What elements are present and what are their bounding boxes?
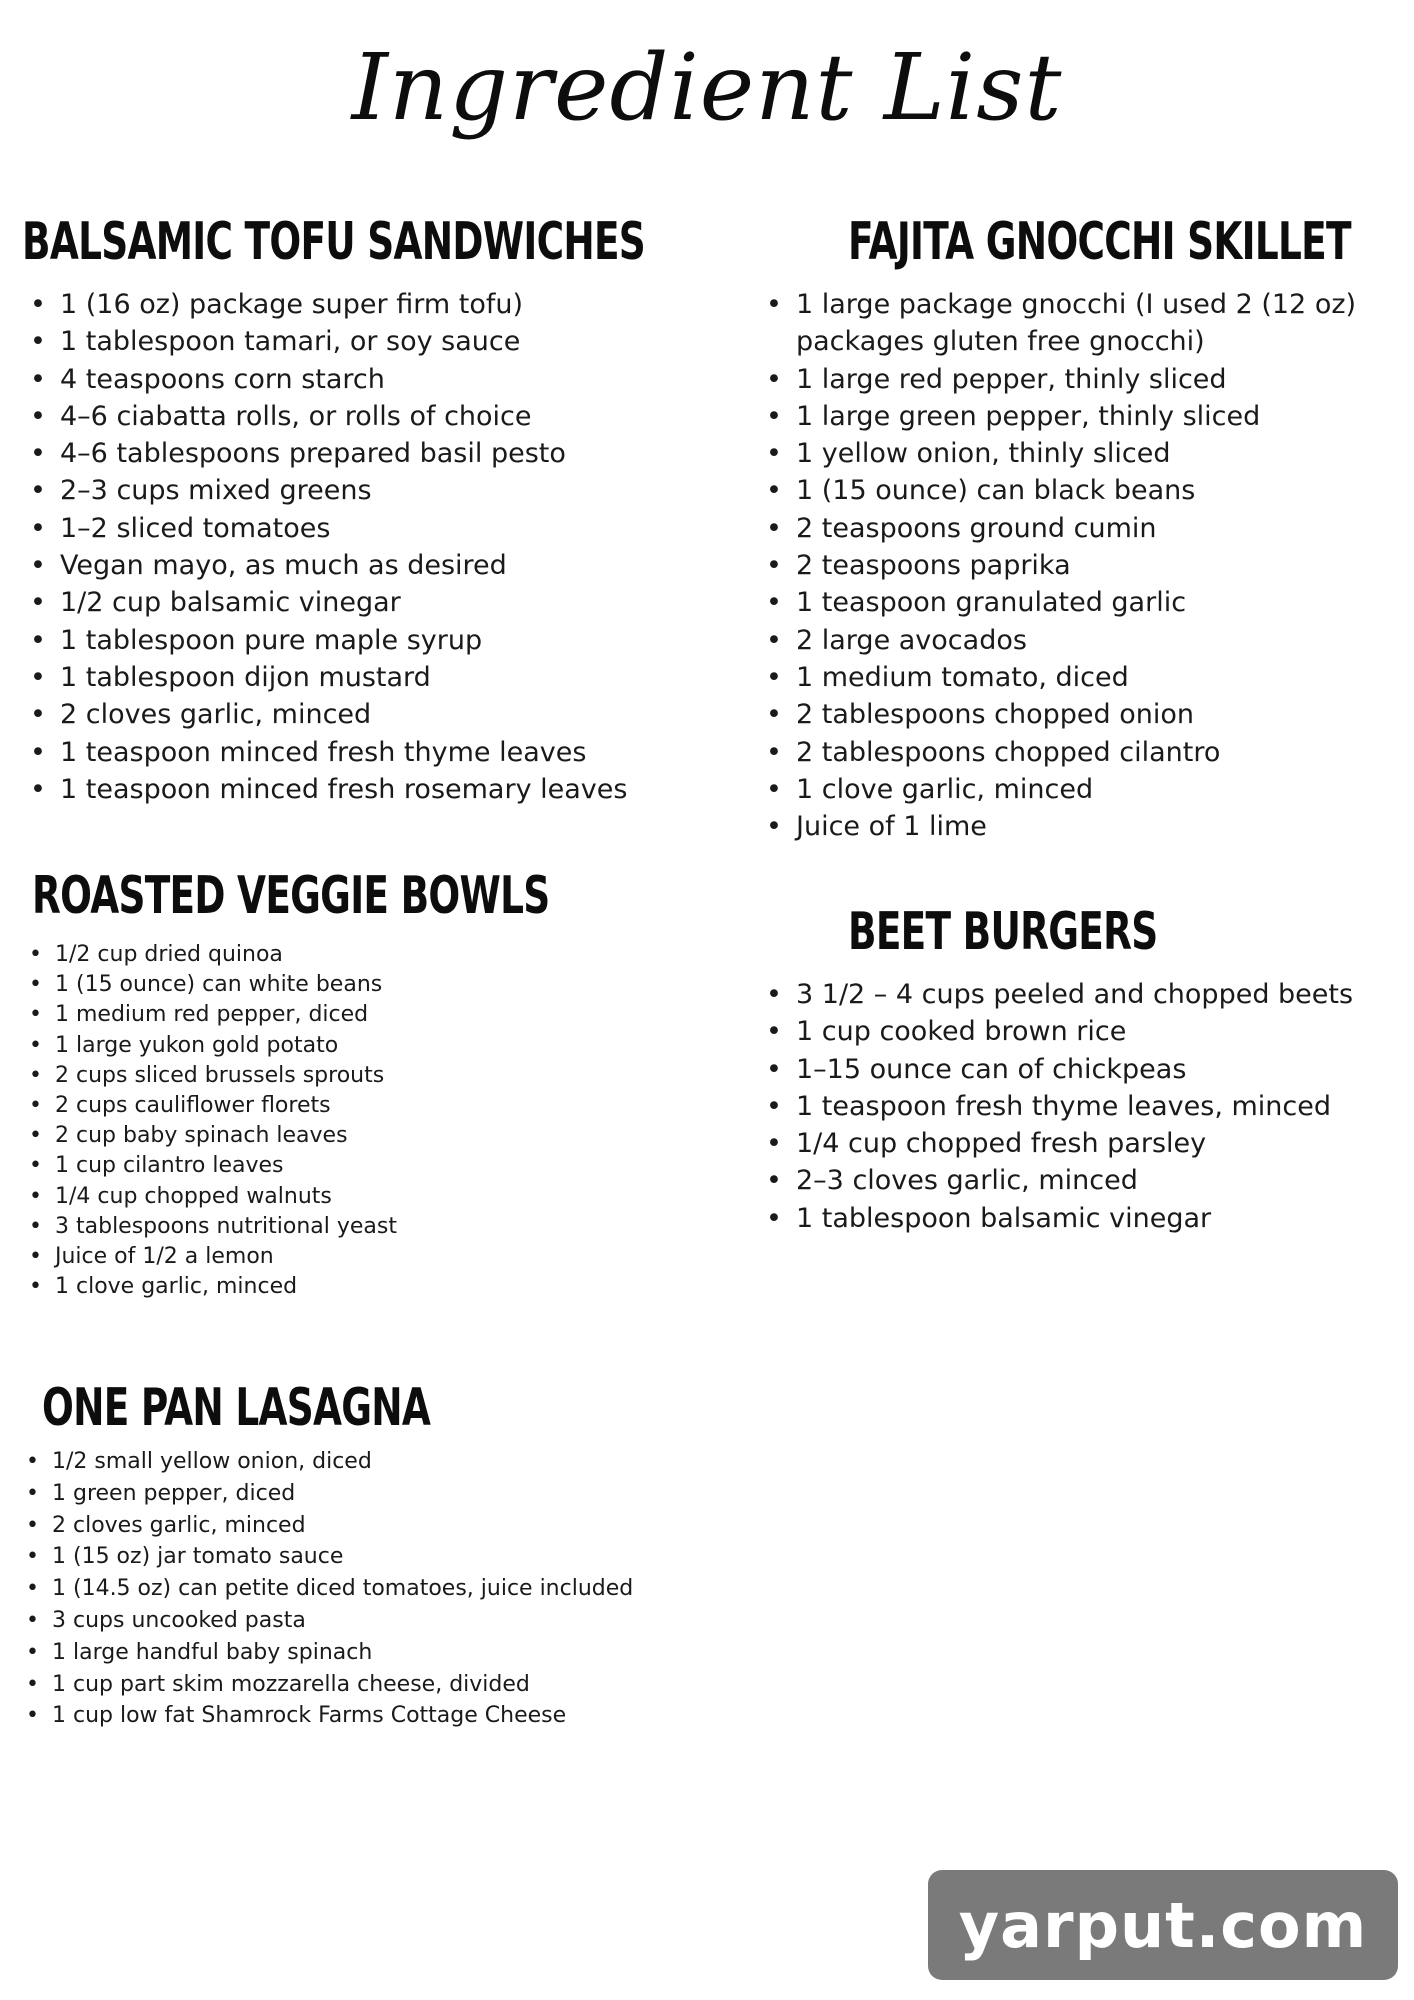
ingredient-text: 1 medium red pepper, diced [55, 1002, 369, 1028]
bullet-icon: • [766, 587, 782, 619]
list-item [29, 1000, 672, 1030]
bullet-icon: • [29, 942, 42, 967]
list-item [766, 1013, 1390, 1050]
list-item [26, 1637, 672, 1669]
list-item [766, 696, 1390, 733]
list-item [30, 398, 672, 435]
list-item [26, 1541, 672, 1573]
ingredient-text: 1 cup cilantro leaves [55, 1153, 284, 1179]
list-item [766, 510, 1390, 547]
ingredient-text: 1 (16 oz) package super firm tofu) [60, 289, 523, 320]
section-heading: FAJITA GNOCCHI SKILLET [848, 212, 1351, 272]
section-one-pan-lasagna [22, 1374, 672, 1732]
bullet-icon: • [26, 1576, 39, 1602]
list-item [30, 659, 672, 696]
bullet-icon: • [766, 400, 782, 432]
list-item [766, 1051, 1390, 1088]
bullet-icon: • [766, 773, 782, 805]
bullet-icon: • [29, 1213, 42, 1239]
ingredient-text: 1–15 ounce can of chickpeas [796, 1053, 1187, 1085]
list-item [766, 547, 1390, 584]
list-item [30, 510, 672, 547]
section-roasted-veggie-bowls [22, 862, 672, 1302]
list-item [30, 472, 672, 509]
ingredient-text: 3 cups uncooked pasta [52, 1607, 306, 1633]
list-item [26, 1573, 672, 1605]
ingredient-list [30, 286, 672, 808]
ingredient-text: 1 teaspoon minced fresh rosemary leaves [60, 773, 628, 805]
bullet-icon: • [30, 326, 46, 358]
list-item [29, 940, 672, 970]
ingredient-text: 1 large green pepper, thinly sliced [796, 400, 1261, 432]
bullet-icon: • [766, 736, 782, 768]
list-item [766, 435, 1390, 472]
bullet-icon: • [30, 400, 46, 432]
ingredient-text: 4–6 tablespoons prepared basil pesto [60, 438, 566, 470]
ingredient-text: 1 clove garlic, minced [55, 1274, 298, 1300]
ingredient-text: 1/2 small yellow onion, diced [52, 1449, 372, 1474]
list-item [29, 1031, 672, 1061]
ingredient-text: 2 cloves garlic, minced [60, 699, 372, 731]
bullet-icon: • [29, 1183, 42, 1209]
ingredient-text: 1 large yukon gold potato [55, 1032, 339, 1058]
ingredient-text: 1 cup cooked brown rice [796, 1016, 1127, 1048]
bullet-icon: • [26, 1703, 39, 1729]
ingredient-text: 1 teaspoon minced fresh thyme leaves [60, 736, 587, 768]
ingredient-text: Juice of 1 lime [796, 811, 987, 843]
list-item [29, 1272, 672, 1302]
list-item [30, 435, 672, 472]
bullet-icon: • [766, 1053, 782, 1085]
ingredient-text: 1/4 cup chopped fresh parsley [796, 1128, 1207, 1160]
list-item [29, 1242, 672, 1272]
section-heading: ONE PAN LASAGNA [42, 1378, 431, 1438]
bullet-icon: • [26, 1607, 39, 1633]
list-item [30, 584, 672, 621]
ingredient-text: 2 cloves garlic, minced [52, 1512, 306, 1538]
bullet-icon: • [29, 1032, 42, 1058]
list-item [766, 1125, 1390, 1162]
bullet-icon: • [29, 1123, 42, 1149]
bullet-icon: • [766, 811, 782, 843]
ingredient-text: 2–3 cloves garlic, minced [796, 1165, 1138, 1197]
list-item [766, 808, 1390, 845]
list-item [766, 286, 1390, 323]
bullet-icon: • [766, 1128, 782, 1160]
bullet-icon: • [29, 1093, 42, 1119]
ingredient-text: 1 yellow onion, thinly sliced [796, 438, 1171, 470]
bullet-icon: • [26, 1544, 39, 1570]
list-item [766, 1200, 1390, 1237]
ingredient-text: 2 cups cauliflower florets [55, 1093, 331, 1119]
list-item [766, 1162, 1390, 1199]
ingredient-text: 1 green pepper, diced [52, 1480, 296, 1506]
ingredient-text: 1 (15 ounce) can white beans [55, 972, 383, 998]
ingredient-text: 1/4 cup chopped walnuts [55, 1183, 332, 1209]
list-item [30, 771, 672, 808]
bullet-icon: • [766, 289, 782, 320]
list-item [796, 323, 1390, 360]
ingredient-text: 2–3 cups mixed greens [60, 475, 372, 507]
bullet-icon: • [26, 1639, 39, 1665]
ingredient-text: 1 cup part skim mozzarella cheese, divided [52, 1671, 530, 1697]
ingredient-text: 1 medium tomato, diced [796, 661, 1129, 693]
section-balsamic-tofu-sandwiches [22, 208, 672, 808]
ingredient-text: Juice of 1/2 a lemon [55, 1244, 274, 1270]
list-item [29, 1212, 672, 1242]
ingredient-text: 1 (15 oz) jar tomato sauce [52, 1544, 344, 1570]
bullet-icon: • [766, 512, 782, 544]
ingredient-text: 1 tablespoon dijon mustard [60, 661, 431, 693]
bullet-icon: • [29, 972, 42, 998]
list-item [29, 1151, 672, 1181]
list-item [766, 584, 1390, 621]
bullet-icon: • [30, 587, 46, 619]
bullet-icon: • [766, 1090, 782, 1122]
list-item [766, 361, 1390, 398]
bullet-icon: • [766, 699, 782, 731]
watermark-text: yarput.com [958, 1888, 1368, 1962]
list-item [26, 1478, 672, 1510]
ingredient-text: 4 teaspoons corn starch [60, 363, 385, 395]
list-item [26, 1605, 672, 1637]
bullet-icon: • [30, 438, 46, 470]
ingredient-text: 1 large red pepper, thinly sliced [796, 363, 1227, 395]
bullet-icon: • [29, 1153, 42, 1179]
ingredient-text: 4–6 ciabatta rolls, or rolls of choice [60, 400, 532, 432]
list-item [29, 1121, 672, 1151]
section-beet-burgers [760, 898, 1390, 1237]
bullet-icon: • [30, 624, 46, 656]
list-item [26, 1446, 672, 1478]
bullet-icon: • [766, 363, 782, 395]
ingredient-text: 1 teaspoon granulated garlic [796, 587, 1187, 619]
list-item [29, 1091, 672, 1121]
ingredient-list [766, 976, 1390, 1237]
bullet-icon: • [766, 624, 782, 656]
ingredient-text: 2 teaspoons paprika [796, 550, 1071, 582]
list-item [30, 547, 672, 584]
list-item [30, 734, 672, 771]
ingredient-list [29, 940, 672, 1302]
list-item [766, 976, 1390, 1013]
bullet-icon: • [30, 512, 46, 544]
ingredient-text: 2 tablespoons chopped cilantro [796, 736, 1221, 768]
ingredient-text: 1 (14.5 oz) can petite diced tomatoes, juice included [52, 1576, 634, 1602]
ingredient-text: 1–2 sliced tomatoes [60, 512, 331, 544]
bullet-icon: • [29, 1244, 42, 1270]
ingredient-text: 2 teaspoons ground cumin [796, 512, 1157, 544]
bullet-icon: • [30, 773, 46, 805]
ingredient-text: 1 clove garlic, minced [796, 773, 1094, 805]
list-item [26, 1669, 672, 1701]
bullet-icon: • [26, 1449, 39, 1474]
list-item [30, 323, 672, 360]
bullet-icon: • [766, 475, 782, 507]
list-item [766, 622, 1390, 659]
ingredient-text: Vegan mayo, as much as desired [60, 550, 507, 582]
ingredient-list [766, 286, 1390, 845]
list-item [26, 1510, 672, 1542]
list-item [29, 970, 672, 1000]
ingredient-text: 2 cups sliced brussels sprouts [55, 1062, 385, 1088]
bullet-icon: • [30, 736, 46, 768]
list-item [766, 1088, 1390, 1125]
list-item [30, 361, 672, 398]
ingredient-text: 1/2 cup balsamic vinegar [60, 587, 401, 619]
bullet-icon: • [26, 1512, 39, 1538]
list-item [30, 286, 672, 323]
bullet-icon: • [29, 1062, 42, 1088]
watermark-badge [928, 1870, 1398, 1980]
bullet-icon: • [26, 1671, 39, 1697]
bullet-icon: • [766, 979, 782, 1010]
bullet-icon: • [30, 363, 46, 395]
ingredient-text: 1 cup low fat Shamrock Farms Cottage Cheese [52, 1703, 567, 1729]
section-heading: BALSAMIC TOFU SANDWICHES [22, 212, 646, 272]
ingredient-text: 1/2 cup dried quinoa [55, 942, 283, 967]
bullet-icon: • [30, 661, 46, 693]
bullet-icon: • [766, 550, 782, 582]
list-item [30, 696, 672, 733]
list-item [766, 398, 1390, 435]
section-fajita-gnocchi-skillet [760, 208, 1390, 845]
ingredient-text: 1 tablespoon tamari, or soy sauce [60, 326, 521, 358]
list-item [29, 1061, 672, 1091]
ingredient-text: 1 tablespoon balsamic vinegar [796, 1202, 1212, 1234]
ingredient-text: 1 teaspoon fresh thyme leaves, minced [796, 1090, 1331, 1122]
ingredient-text: 2 cup baby spinach leaves [55, 1123, 348, 1149]
list-item [26, 1700, 672, 1732]
ingredient-text: 1 large package gnocchi (I used 2 (12 oz) [796, 289, 1357, 320]
bullet-icon: • [29, 1002, 42, 1028]
bullet-icon: • [30, 289, 46, 320]
ingredient-text: 2 tablespoons chopped onion [796, 699, 1194, 731]
bullet-icon: • [766, 1016, 782, 1048]
list-item [766, 659, 1390, 696]
ingredient-text: 3 1/2 – 4 cups peeled and chopped beets [796, 979, 1354, 1010]
bullet-icon: • [26, 1480, 39, 1506]
ingredient-text: 1 (15 ounce) can black beans [796, 475, 1196, 507]
ingredient-text: 1 tablespoon pure maple syrup [60, 624, 483, 656]
bullet-icon: • [766, 1165, 782, 1197]
list-item [766, 771, 1390, 808]
bullet-icon: • [30, 550, 46, 582]
ingredient-text: 1 large handful baby spinach [52, 1639, 373, 1665]
section-heading: BEET BURGERS [848, 902, 1158, 962]
ingredient-text: packages gluten free gnocchi) [796, 326, 1205, 358]
list-item [30, 622, 672, 659]
ingredient-text: 2 large avocados [796, 624, 1027, 656]
ingredient-list [26, 1446, 672, 1732]
list-item [766, 472, 1390, 509]
bullet-icon: • [29, 1274, 42, 1300]
ingredient-text: 3 tablespoons nutritional yeast [55, 1213, 397, 1239]
bullet-icon: • [766, 661, 782, 693]
bullet-icon: • [30, 699, 46, 731]
page-title: Ingredient List [351, 34, 1063, 141]
list-item [29, 1182, 672, 1212]
bullet-icon: • [30, 475, 46, 507]
bullet-icon: • [766, 438, 782, 470]
section-heading: ROASTED VEGGIE BOWLS [32, 866, 550, 926]
list-item [766, 734, 1390, 771]
bullet-icon: • [766, 1202, 782, 1234]
